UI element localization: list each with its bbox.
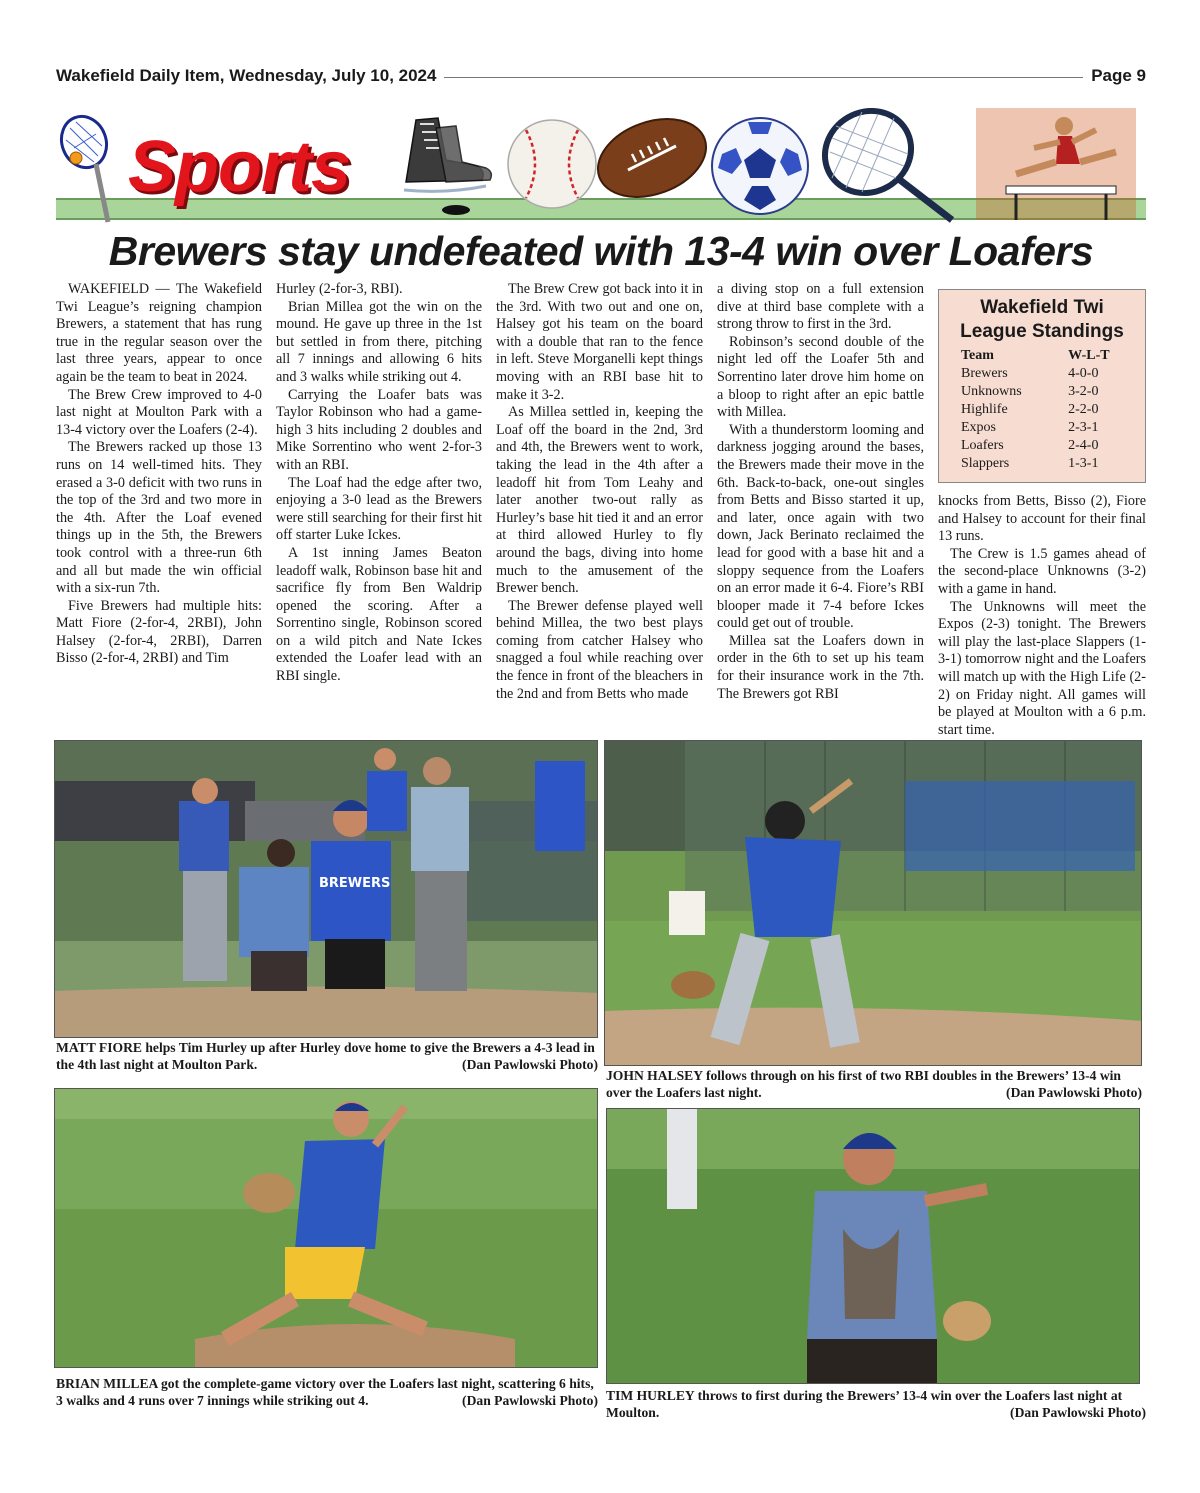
sports-wordmark: Sports — [128, 127, 351, 207]
team-name: Highlife — [961, 402, 1008, 417]
standings-row — [949, 455, 1135, 473]
caption-text: BRIAN MILLEA got the complete-game victory over the Loafers last night, scattering 6 hits, 3 walks and 4 runs over 7 innings while striking out 4. — [56, 1376, 594, 1408]
caption-text: JOHN HALSEY follows through on his first of two RBI doubles in the Brewers’ 13-4 win over the Loafers last night. — [606, 1068, 1121, 1100]
article-paragraph: The Brew Crew got back into it in the 3rd. With two out and one on, Halsey got his team on the board with a double that ran to the fence in left. Steve Morganelli kept things moving with an RBI base hit to make it 3-2. — [496, 281, 703, 403]
folio — [56, 66, 1146, 88]
standings-box — [938, 289, 1146, 483]
team-name: Expos — [961, 420, 996, 435]
article-paragraph: The Brewers racked up those 13 runs on 14 well-timed hits. They erased a 3-0 deficit with two runs in the top of the 3rd and two more in the 4th. After the Loaf evened things up in the 5th, the Brewers took control with a three-run 6th and all but made the win official with a six-run 7th. — [56, 439, 262, 597]
article-paragraph: WAKEFIELD — The Wakefield Twi League’s reigning champion Brewers, a statement that has rung true in the regular season over the last three years, appear to once again be the team to beat in 2024. — [56, 281, 262, 385]
standings-row — [949, 437, 1135, 455]
article-column-1 — [56, 281, 262, 668]
article-column-3 — [496, 281, 703, 703]
standings-row — [949, 383, 1135, 401]
photo-caption — [606, 1388, 1146, 1421]
article-paragraph: A 1st inning James Beaton leadoff walk, Robinson base hit and sacrifice fly from Ben Waldrip opened the scoring. After a Sorrentino single, Robinson scored on a wild pitch and Nate Ickes extended the Loafer lead with an RBI single. — [276, 544, 482, 685]
team-record: 3-2-0 — [1068, 384, 1099, 399]
photo-thrower — [606, 1108, 1140, 1384]
team-record: 2-4-0 — [1068, 438, 1099, 453]
standings-row — [949, 365, 1135, 383]
tennis-racket-icon — [812, 108, 962, 224]
football-icon — [592, 108, 712, 208]
article-paragraph: Carrying the Loafer bats was Taylor Robinson who had a game-high 3 hits including 2 doubles and Mike Sorrentino who went 2-for-3 with an RBI. — [276, 386, 482, 473]
photo-credit: (Dan Pawlowski Photo) — [1006, 1084, 1142, 1100]
team-record: 1-3-1 — [1068, 456, 1099, 471]
ice-skates-icon — [386, 110, 496, 220]
article-paragraph: Five Brewers had multiple hits: Matt Fiore (2-for-4, 2RBI), John Halsey (2-for-4, 2RBI), Darren Bisso (2-for-4, 2RBI) and Tim — [56, 597, 262, 667]
article-paragraph: The Unknowns will meet the Expos (2-3) tonight. The Brewers will play the last-place Slappers (1-3-1) tomorrow night and the Loafers will match up with the High Life (2-2) on Friday night. All games will be played at Moulton with a 6 p.m. start time. — [938, 598, 1146, 738]
standings-header-row — [949, 348, 1135, 365]
photo-home-plate-celebration — [54, 740, 598, 1038]
photo-credit: (Dan Pawlowski Photo) — [1010, 1404, 1146, 1420]
sports-banner — [56, 108, 1146, 224]
article-paragraph: With a thunderstorm looming and darkness jogging around the bases, the Brewers made their move in the 6th. Back-to-back, one-out singles from Betts and Bisso started it up, and later, once again with two down, Jack Berinato reclaimed the lead for good with a base hit and a sloppy sequence from the Loafers on an error made it 6-4. Fiore’s RBI blooper made it 7-4 before Ickes could get out of trouble. — [717, 421, 924, 632]
article-paragraph: The Loaf had the edge after two, enjoying a 3-0 lead as the Brewers were still searching for their first hit off starter Luke Ickes. — [276, 474, 482, 544]
article-paragraph: Robinson’s second double of the night led off the Loafer 5th and Sorrentino later drove him home on a bloop to right after an epic battle with Millea. — [717, 333, 924, 421]
standings-row — [949, 419, 1135, 437]
photo-pitcher — [54, 1088, 598, 1368]
article-column-4 — [717, 281, 924, 703]
team-record: 2-2-0 — [1068, 402, 1099, 417]
team-name: Loafers — [961, 438, 1004, 453]
standings-title: Wakefield Twi League Standings — [960, 297, 1124, 342]
article-paragraph: As Millea settled in, keeping the Loaf off the board in the 2nd, 3rd and 4th, the Brewers went to work, taking the lead in the 4th after a leadoff hit from Tom Leahy and later another two-out rally as Hurley’s base hit tied it and an error at third allowed Hurley to fly around the bags, diving into home much to the amusement of the Brewer bench. — [496, 404, 703, 597]
article-paragraph: Hurley (2-for-3, RBI). — [276, 281, 403, 297]
standings-header-team: Team — [961, 348, 994, 363]
article-column-5 — [938, 493, 1146, 739]
standings-table — [949, 348, 1135, 473]
headline: Brewers stay undefeated with 13-4 win over Loafers — [108, 228, 1094, 274]
soccer-ball-icon — [708, 114, 812, 218]
hurdler-icon — [976, 108, 1136, 220]
team-name: Unknowns — [961, 384, 1022, 399]
standings-header-record: W-L-T — [1068, 348, 1110, 363]
folio-dateline: Wakefield Daily Item, Wednesday, July 10, 2024 — [56, 66, 444, 86]
photo-batter-swing — [604, 740, 1142, 1066]
team-record: 2-3-1 — [1068, 420, 1099, 435]
photo-caption — [56, 1040, 598, 1073]
caption-text: TIM HURLEY throws to first during the Brewers’ 13-4 win over the Loafers last night at Moulton. — [606, 1388, 1123, 1420]
article-paragraph: The Brew Crew improved to 4-0 last night at Moulton Park with a 13-4 victory over the Loafers (2-4). — [56, 386, 262, 438]
photo-credit: (Dan Pawlowski Photo) — [462, 1056, 598, 1072]
article-paragraph: Brian Millea got the win on the mound. He gave up three in the 1st but settled in from there, pitching all 7 innings and allowing 6 hits and 3 walks while striking out 4. — [276, 298, 482, 385]
photo-credit: (Dan Pawlowski Photo) — [462, 1392, 598, 1408]
team-name: Brewers — [961, 366, 1008, 381]
caption-text: MATT FIORE helps Tim Hurley up after Hurley dove home to give the Brewers a 4-3 lead in the 4th last night at Moulton Park. — [56, 1040, 595, 1072]
photo-caption — [56, 1376, 598, 1409]
lacrosse-stick-icon — [56, 114, 126, 224]
photo-caption — [606, 1068, 1142, 1101]
article-paragraph: a diving stop on a full extension dive at third base complete with a strong throw to first in the 3rd. — [717, 281, 924, 333]
page-number: Page 9 — [1083, 66, 1146, 86]
article-paragraph: knocks from Betts, Bisso (2), Fiore and Halsey to account for their final 13 runs. — [938, 493, 1146, 545]
standings-row — [949, 401, 1135, 419]
article-paragraph: Millea sat the Loafers down in order in the 6th to set up his team for their insurance work in the 7th. The Brewers got RBI — [717, 632, 924, 702]
team-name: Slappers — [961, 456, 1010, 471]
article-paragraph: The Crew is 1.5 games ahead of the second-place Unknowns (3-2) with a game in hand. — [938, 545, 1146, 597]
baseball-icon — [504, 116, 600, 212]
article-paragraph: The Brewer defense played well behind Millea, the two best plays coming from catcher Halsey who snagged a foul while reaching over the fence in front of the bleachers in the 2nd and from Betts who made — [496, 597, 703, 702]
team-record: 4-0-0 — [1068, 366, 1099, 381]
article-column-2 — [276, 281, 482, 686]
jersey-text: BREWERS — [319, 876, 391, 891]
